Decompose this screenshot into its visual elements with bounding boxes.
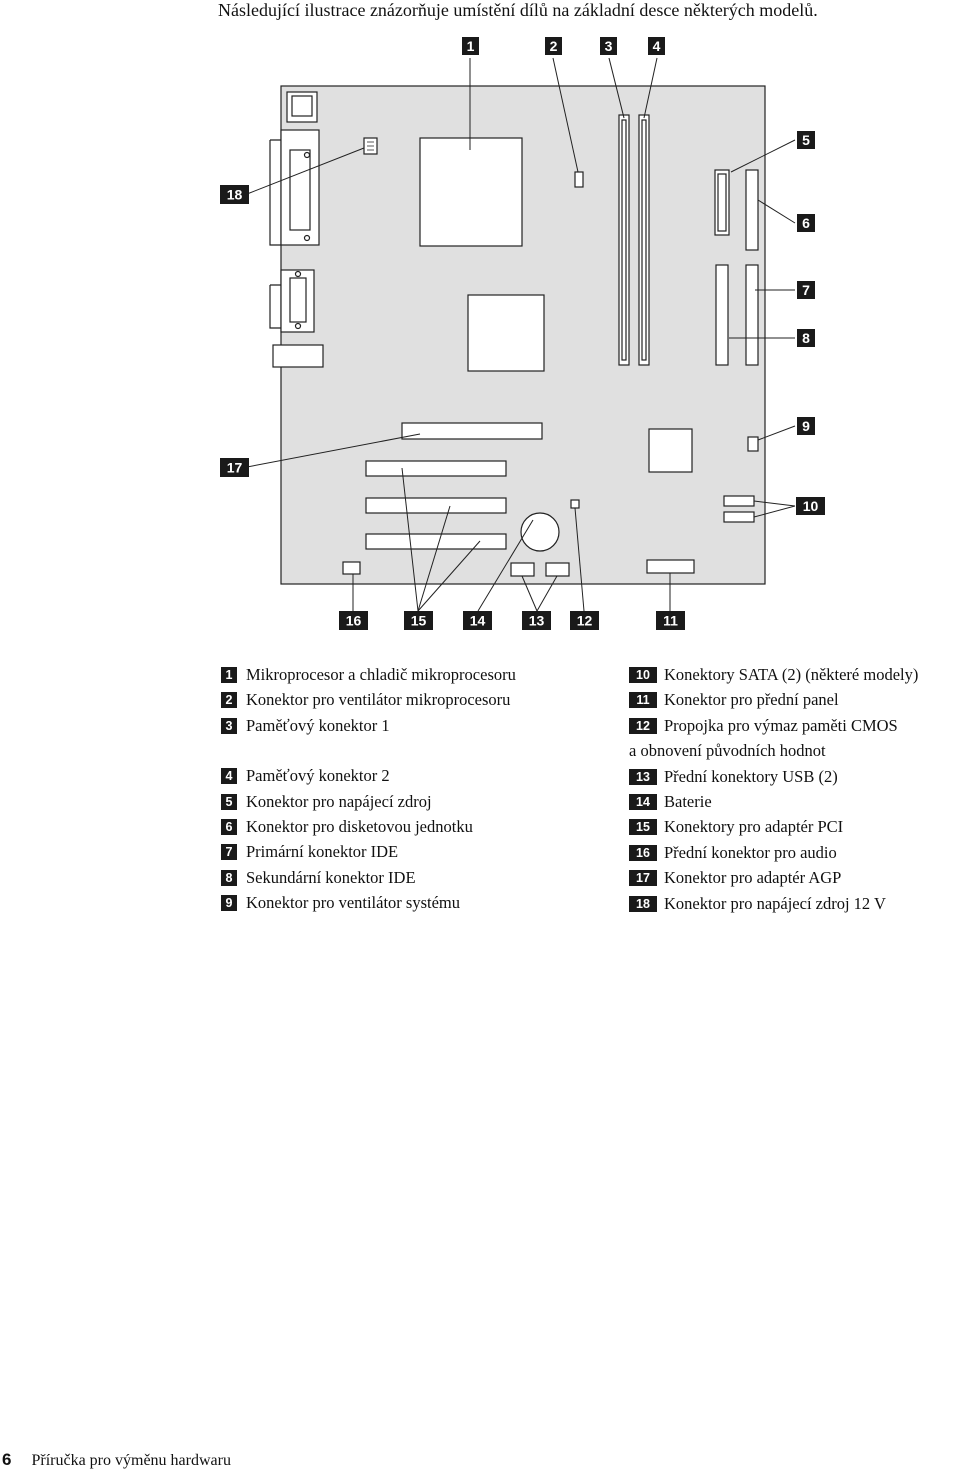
agp-slot — [402, 423, 542, 439]
front-panel-connector — [647, 560, 694, 573]
legend-text: Konektor pro přední panel — [664, 690, 839, 710]
legend-number: 6 — [221, 819, 237, 835]
callout-11 — [656, 611, 685, 630]
legend-item — [221, 713, 611, 738]
rear-io-audio — [273, 345, 323, 367]
callout-17 — [220, 458, 249, 477]
callout-14 — [463, 611, 492, 630]
svg-text:5: 5 — [802, 132, 810, 148]
legend-text: Mikroprocesor a chladič mikroprocesoru — [246, 665, 516, 684]
legend-number: 18 — [629, 896, 657, 912]
memory-slot-1 — [619, 115, 629, 365]
legend-text: Konektor pro adaptér AGP — [664, 868, 842, 888]
svg-text:9: 9 — [802, 418, 810, 434]
legend-number: 5 — [221, 794, 237, 810]
legend-right — [629, 662, 960, 916]
legend-number: 12 — [629, 718, 657, 734]
callout-18 — [220, 185, 249, 204]
legend-text: Přední konektor pro audio — [664, 842, 837, 862]
pci-slot-1 — [366, 461, 506, 476]
ide-secondary-connector — [746, 265, 758, 365]
legend-number: 9 — [221, 895, 237, 911]
legend-item — [629, 814, 960, 839]
svg-text:3: 3 — [604, 38, 613, 54]
legend-number: 1 — [221, 667, 237, 683]
legend-number: 17 — [629, 870, 657, 886]
svg-text:17: 17 — [226, 459, 243, 476]
svg-text:13: 13 — [528, 612, 545, 629]
pci-slot-3 — [366, 534, 506, 549]
legend-number: 13 — [629, 769, 657, 785]
ide-primary-connector — [716, 265, 728, 365]
callout-16 — [339, 611, 368, 630]
callout-2 — [545, 37, 562, 55]
legend-item — [629, 891, 960, 916]
legend-item — [629, 713, 960, 764]
legend-item — [629, 687, 960, 712]
page-footer — [2, 1448, 231, 1473]
legend-number: 4 — [221, 768, 237, 784]
svg-text:4: 4 — [652, 38, 661, 54]
northbridge-chip — [468, 295, 544, 371]
legend-number: 10 — [629, 667, 657, 683]
legend-number: 11 — [629, 692, 657, 708]
legend-item — [629, 789, 960, 814]
svg-text:11: 11 — [663, 612, 678, 629]
intro-text: Následující ilustrace znázorňuje umístění dílů na základní desce některých modelů. — [218, 0, 818, 20]
svg-text:6: 6 — [802, 215, 810, 231]
legend-text-continuation: a obnovení původních hodnot — [629, 741, 826, 761]
rear-io-vga — [281, 270, 314, 332]
cpu-heatsink — [420, 138, 522, 246]
legend-text: Primární konektor IDE — [246, 842, 399, 862]
legend-text: Propojka pro výmaz paměti CMOS — [664, 715, 898, 735]
document-title: Příručka pro výměnu hardwaru — [31, 1452, 231, 1469]
callout-9 — [797, 417, 815, 435]
front-usb-connector-1 — [511, 563, 534, 576]
legend-number: 16 — [629, 845, 657, 861]
legend-number: 8 — [221, 870, 237, 886]
rear-io-serial — [281, 130, 319, 245]
rear-io-bracket — [270, 140, 281, 245]
legend-item — [221, 662, 611, 687]
callout-5 — [797, 131, 815, 149]
svg-text:14: 14 — [469, 612, 486, 629]
svg-text:10: 10 — [802, 498, 819, 514]
callout-6 — [797, 214, 815, 232]
callout-15 — [404, 611, 433, 630]
legend-item — [221, 789, 611, 814]
callout-8 — [797, 329, 815, 347]
legend-text: Konektor pro napájecí zdroj 12 V — [664, 893, 886, 913]
callout-3 — [600, 37, 617, 55]
svg-text:7: 7 — [802, 282, 810, 298]
legend-text: Konektory pro adaptér PCI — [664, 817, 844, 837]
front-audio-connector — [343, 562, 360, 574]
legend-text: Konektor pro ventilátor systému — [246, 893, 461, 913]
svg-text:18: 18 — [226, 186, 243, 203]
power-connector — [715, 170, 729, 235]
legend-left — [221, 662, 611, 916]
legend-item — [221, 865, 611, 890]
legend-item — [221, 687, 611, 712]
legend-item — [221, 814, 611, 839]
legend-item — [629, 662, 960, 687]
legend-text: Sekundární konektor IDE — [246, 867, 416, 887]
cpu-fan-connector — [575, 172, 583, 187]
legend-item — [629, 865, 960, 890]
system-fan-connector — [748, 437, 758, 451]
svg-text:2: 2 — [549, 38, 558, 54]
svg-text:8: 8 — [802, 330, 810, 346]
legend-item — [221, 763, 611, 788]
legend-text: Konektory SATA (2) (některé modely) — [664, 665, 919, 684]
legend-text: Konektor pro disketovou jednotku — [246, 816, 473, 836]
pci-slot-2 — [366, 498, 506, 513]
front-usb-connector-2 — [546, 563, 569, 576]
legend-text: Paměťový konektor 2 — [246, 766, 390, 786]
battery — [521, 513, 559, 551]
legend-number: 7 — [221, 844, 237, 860]
legend-number: 14 — [629, 794, 657, 810]
callout-1 — [462, 37, 479, 55]
legend-text: Konektor pro napájecí zdroj — [246, 791, 432, 811]
memory-slot-2 — [639, 115, 649, 365]
legend-text: Přední konektory USB (2) — [664, 766, 838, 786]
callout-10 — [796, 497, 825, 515]
legend-item — [221, 839, 611, 864]
legend-item — [629, 764, 960, 789]
cmos-jumper — [571, 500, 579, 508]
legend-number: 15 — [629, 819, 657, 835]
legend-item — [629, 840, 960, 865]
callout-12 — [570, 611, 599, 630]
legend-text: Paměťový konektor 1 — [246, 715, 390, 735]
legend-text: Baterie — [664, 791, 712, 811]
legend-item — [221, 890, 611, 915]
svg-text:12: 12 — [576, 612, 593, 629]
callout-4 — [648, 37, 665, 55]
sata-connector-1 — [724, 496, 754, 506]
legend-text: Konektor pro ventilátor mikroprocesoru — [246, 690, 511, 710]
callout-7 — [797, 281, 815, 299]
legend-number: 3 — [221, 718, 237, 734]
legend-number: 2 — [221, 692, 237, 708]
svg-text:1: 1 — [466, 38, 475, 54]
sata-connector-2 — [724, 512, 754, 522]
callout-13 — [522, 611, 551, 630]
svg-text:16: 16 — [345, 612, 362, 629]
southbridge-chip — [649, 429, 692, 472]
svg-text:15: 15 — [410, 612, 427, 629]
floppy-connector — [746, 170, 758, 250]
motherboard-diagram — [0, 0, 960, 640]
page-number: 6 — [2, 1450, 12, 1469]
